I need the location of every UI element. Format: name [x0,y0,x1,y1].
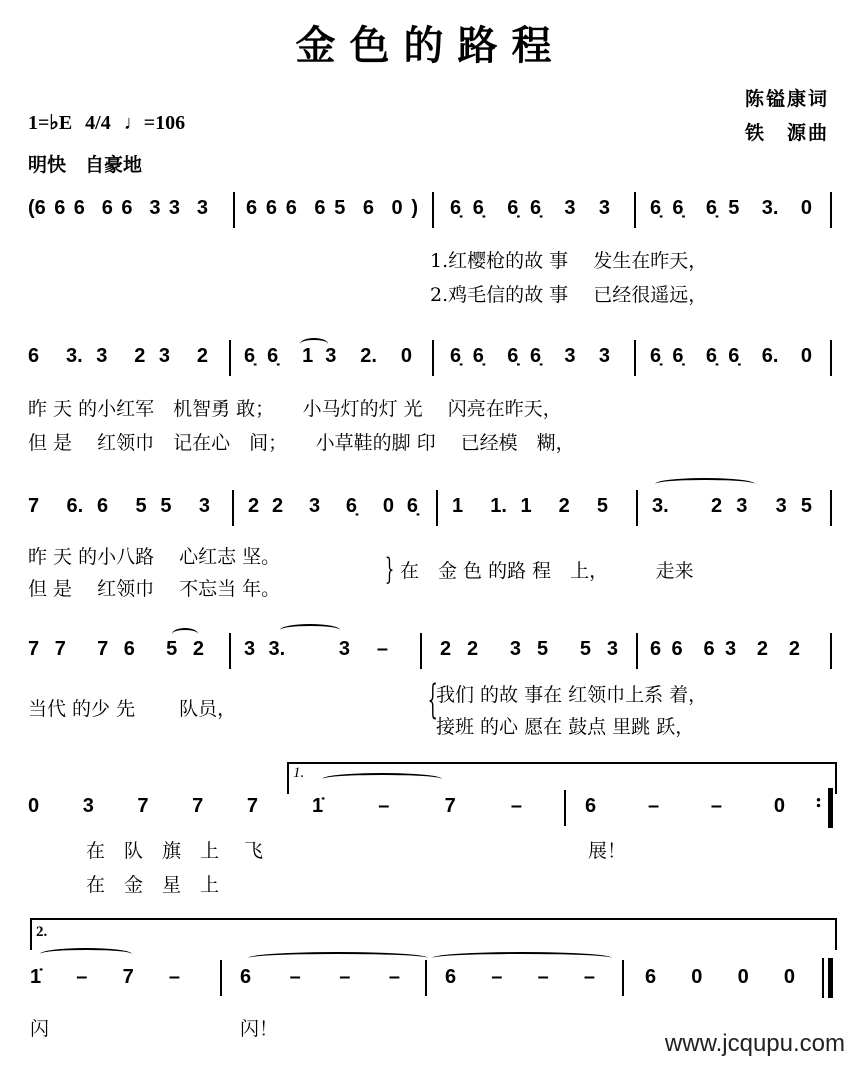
lyric-verse-2: 2.鸡毛信的故 事 已经很遥远， [430,284,708,306]
measure: 7 6. 6 5 5 3 [28,495,210,517]
barline [229,340,231,376]
lyric-line: 当代 的少 先 队员， [28,698,237,720]
lyric-verse-2: 但 是 红领巾 不忘当 年。 [28,578,281,600]
lyric-verse-1: 在 队 旗 上 飞 [86,840,264,862]
tie [432,952,612,964]
repeat-barline [828,788,833,828]
measure: 2 2 3 5 5 3 [440,638,618,660]
measure: 6̣ 6̣ 6̣ 6̣ 6. 0 [650,345,812,367]
lyric-chorus: 在 金 色 的路 程 上， 走来 [400,560,694,582]
barline [636,633,638,669]
song-title: 金色的路程 [295,22,566,69]
volta-label: 2. [36,924,48,940]
barline [232,490,234,526]
tie [280,624,340,636]
slur [322,773,442,785]
brace: } [384,552,395,587]
slur [172,628,198,640]
measure: 6 – – – [240,966,400,988]
barline [830,340,832,376]
key-signature: 1=♭E [28,112,73,134]
final-barline-thick [828,958,833,998]
lyric-verse-1: 昨 天 的小八路 心红志 坚。 [28,546,281,568]
barline [229,633,231,669]
volta-label: 1. [293,765,305,781]
measure: 3. 2 3 3 5 [652,495,812,517]
measure: 1 1. 1 2 5 [452,495,608,517]
lyric-end: 展！ [588,840,627,862]
lyric-verse-1: 1.红樱枪的故 事 发生在昨天， [430,250,708,272]
measure: 7 7 7 6 5 2 [28,638,204,660]
barline [634,340,636,376]
lyric-verse-1: 昨 天 的小红军 机智勇 敢； 小马灯的灯 光 闪亮在昨天， [28,398,562,420]
slur [300,338,328,350]
repeat-dots: : [815,790,823,812]
barline [233,192,235,228]
barline [432,340,434,376]
lyric-chorus-1: 我们 的故 事在 红领巾上系 着， [436,684,708,706]
barline [432,192,434,228]
expression-mark: 明快 自豪地 [28,154,143,176]
measure: 6̣ 6̣ 6̣ 6̣ 3 3 [450,197,610,219]
measure: 3 3. 3 – [244,638,388,660]
barline [564,790,566,826]
measure: 6 6 6 3 2 2 [650,638,800,660]
slur [655,478,755,490]
barline [636,490,638,526]
barline [830,633,832,669]
slur [40,948,132,960]
barline [830,490,832,526]
lyric-chorus-2: 接班 的心 愿在 鼓点 里跳 跃， [436,716,695,738]
composer: 铁 源曲 [744,122,829,144]
barline [436,490,438,526]
measure: 6 6 6 6 5 6 0 ) [246,197,418,219]
time-signature: 4/4 [85,112,111,134]
lyric-verse-2: 但 是 红领巾 记在心 间； 小草鞋的脚 印 已经模 糊， [28,432,575,454]
measure: 1̇ – 7 – [312,795,522,817]
brace: { [427,677,438,723]
barline [425,960,427,996]
measure: 0 3 7 7 7 [28,795,258,817]
measure: 2 2 3 6̣ 0 6̣ [248,495,418,517]
measure: 6̣ 6̣ 1 3 2. 0 [244,345,412,367]
tie [248,952,428,964]
barline [420,633,422,669]
watermark: www.jcqupu.com [664,1030,845,1057]
barline [830,192,832,228]
volta-bracket-2 [30,918,837,950]
measure: 6 – – 0 [585,795,785,817]
measure: (6 6 6 6 6 3 3 3 [28,197,208,219]
measure: 6 – – – [445,966,595,988]
tempo-mark: ♩=106 [123,112,186,134]
final-barline-thin [822,958,824,998]
barline [220,960,222,996]
barline [634,192,636,228]
measure: 6 0 0 0 [645,966,795,988]
lyric: 闪！ [240,1018,279,1040]
measure: 6̣ 6̣ 6̣ 6̣ 3 3 [450,345,610,367]
measure: 1̇ – 7 – [30,966,180,988]
lyric: 闪 [30,1018,50,1040]
barline [622,960,624,996]
lyric-verse-2: 在 金 星 上 [86,874,220,896]
lyricist: 陈镒康词 [744,88,829,110]
measure: 6̣ 6̣ 6̣ 5 3. 0 [650,197,812,219]
measure: 6 3. 3 2 3 2 [28,345,208,367]
